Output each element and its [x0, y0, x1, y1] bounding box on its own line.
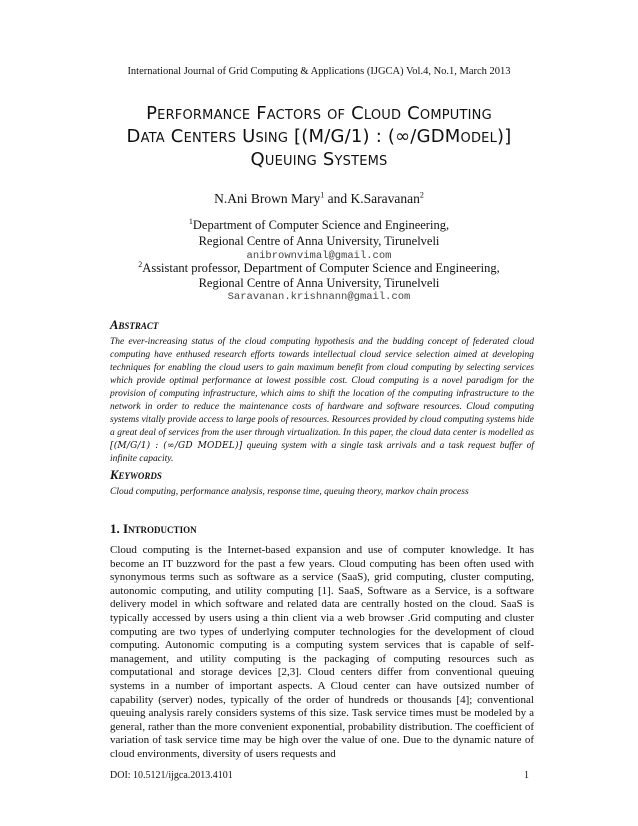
page-number: 1	[524, 770, 529, 781]
journal-header: International Journal of Grid Computing & Applications (IJGCA) Vol.4, No.1, March 2013	[127, 66, 511, 77]
title-line-2: Data Centers Using [(M/G/1) : (∞/GDModel)]	[126, 126, 512, 147]
footer-doi: DOI: 10.5121/ijgca.2013.4101	[110, 770, 233, 781]
affiliation-1-line-2: Regional Centre of Anna University, Tirunelveli	[198, 234, 440, 248]
affiliation-1-sup: 1	[188, 216, 193, 226]
keywords-text: Cloud computing, performance analysis, response time, queuing theory, markov chain process	[110, 487, 469, 497]
affiliation-2-email: Saravanan.krishnann@gmail.com	[227, 291, 411, 303]
abstract-text-before: The ever-increasing status of the cloud computing hypothesis and the budding concept of federated cloud computing have enthused research efforts towards intellectual cloud service selection aimed at developing techniques for enabling the cloud users to gain maximum benefit from cloud computing by selecting services which provide optimal performance at lowest possible cost. Cloud computing is a novel paradigm for the provision of computing infrastructure, which aims to shift the location of the computing infrastructure to the network in order to reduce the maintenance costs of hardware and software resources. Cloud computing systems vitally provide access to large pools of resources. Resources provided by cloud computing systems hide a great deal of services from the user through virtualization. In this paper, the cloud data center is modelled as	[110, 337, 534, 438]
abstract-model-notation: [(M/G/1) : (∞/GD MODEL)]	[110, 441, 243, 451]
introduction-body: Cloud computing is the Internet-based expansion and use of computer knowledge. It has become an IT buzzword for the past a few years. Cloud computing has been often used with synonymous terms such as software as a service (SaaS), grid computing, cluster computing, autonomic computing, and utility computing [1]. SaaS, Software as a Service, is a software delivery model in which software and related data are centrally hosted on the cloud. SaaS is typically accessed by users using a thin client via a web browser .Grid computing and cluster computing are two types of underlying computer technologies for the development of cloud computing. Autonomic computing is a computing system services that is capable of self-management, and utility computing is the packaging of computing resources such as computational and storage devices [2,3]. Cloud centers differ from conventional queuing systems in a number of important aspects. A Cloud center can have outsized number of capability (server) nodes, typically of the order of hundreds or thousands [4]; conventional queuing analysis rarely considers systems of this size. Task service times must be modeled by a general, rather than the more convenient exponential, probability distribution. The coefficient of variation of task service time may be high over the value of one. Due to the dynamic nature of cloud environments, diversity of users requests and	[110, 544, 534, 760]
paper-title	[60, 102, 578, 171]
author-2: K.Saravanan	[350, 191, 420, 206]
affiliation-2-text: Assistant professor, Department of Computer Science and Engineering,	[142, 261, 500, 275]
affiliation-1-line-1	[0, 218, 638, 233]
title-line-3: Queuing Systems	[250, 149, 388, 170]
author-1: N.Ani Brown Mary	[214, 191, 321, 206]
affiliation-1-text: Department of Computer Science and Engineering,	[192, 218, 450, 232]
affiliation-2-line-1	[0, 261, 638, 276]
affiliation-1-email: anibrownvimal@gmail.com	[246, 250, 392, 262]
abstract-text-after: queuing system with a single task arrivals and a task request buffer of infinite capacity.	[110, 441, 535, 464]
abstract-heading: Abstract	[110, 318, 159, 332]
author-1-sup: 1	[320, 190, 325, 200]
keywords-heading: Keywords	[110, 468, 162, 482]
author-connector: and	[324, 191, 351, 206]
title-line-1: Performance Factors of Cloud Computing	[146, 103, 492, 124]
affiliation-2-line-2: Regional Centre of Anna University, Tirunelveli	[198, 276, 440, 290]
author-2-sup: 2	[419, 190, 424, 200]
affiliation-2-sup: 2	[138, 259, 143, 269]
abstract-body	[110, 336, 534, 466]
authors-line	[0, 191, 638, 207]
introduction-heading: 1. Introduction	[110, 521, 197, 536]
